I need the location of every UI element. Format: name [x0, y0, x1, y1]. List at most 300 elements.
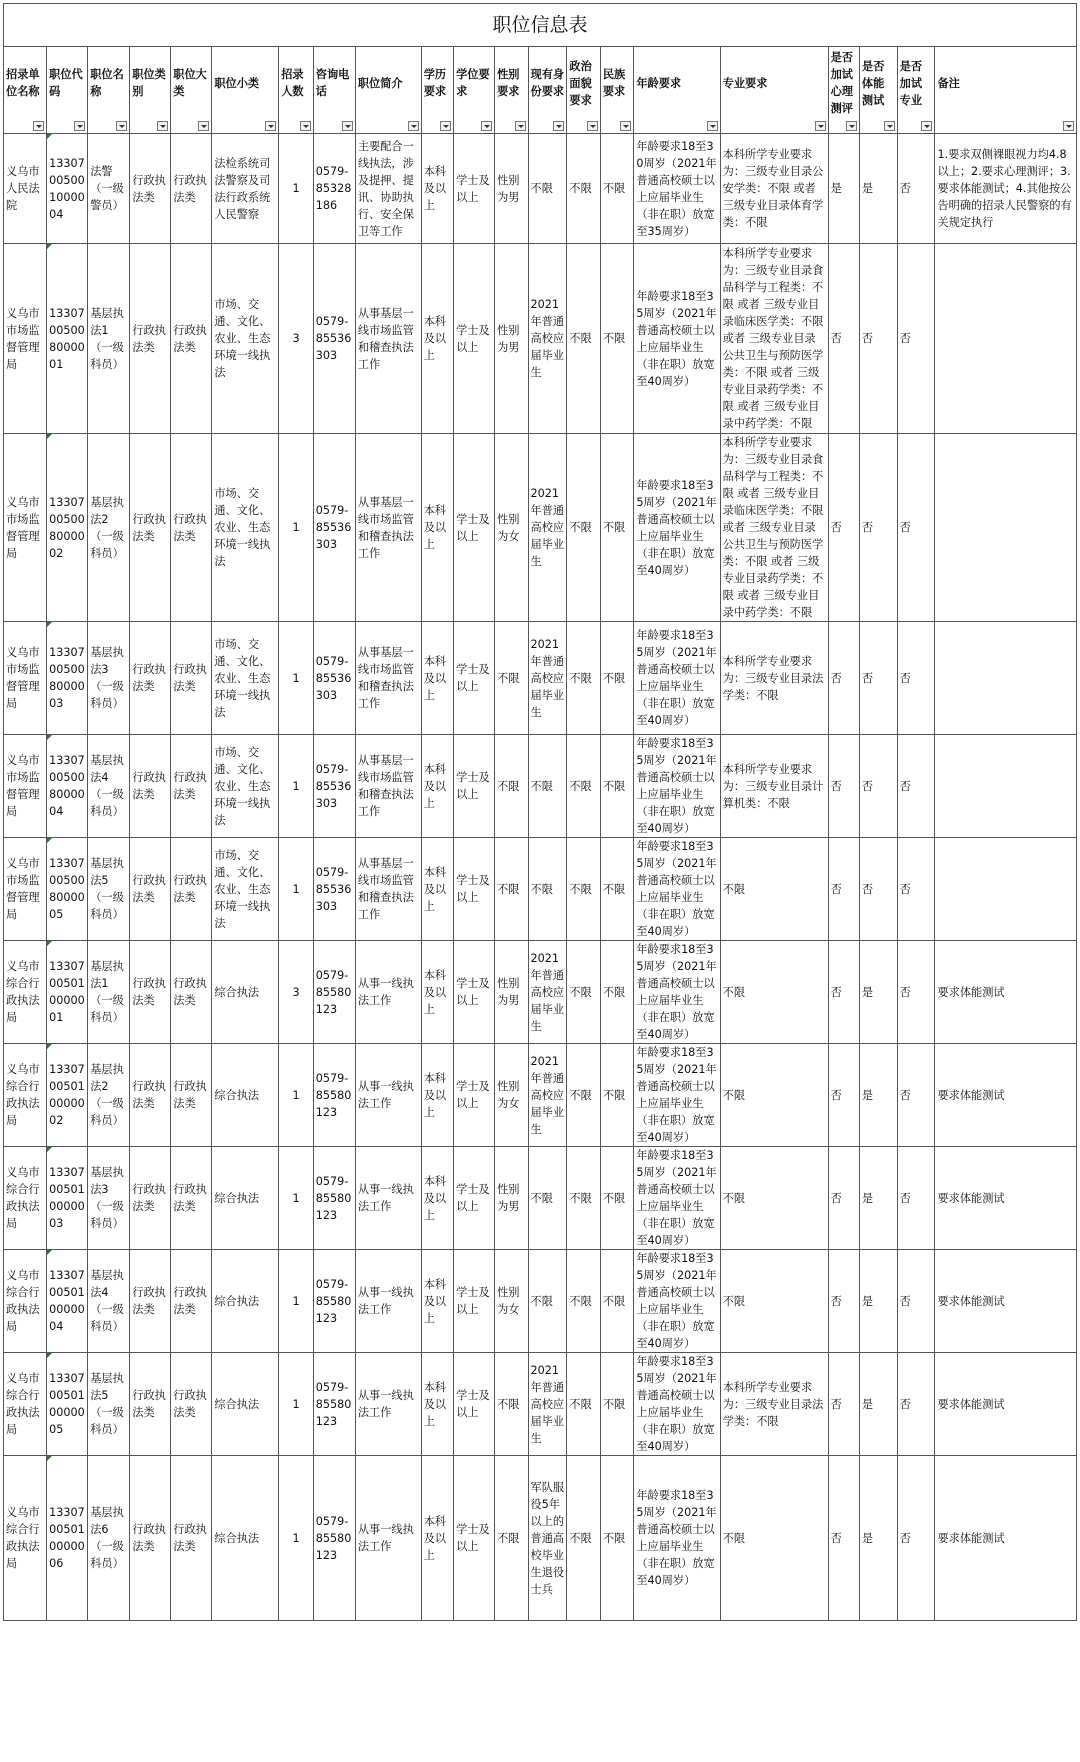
column-header-label: 是否加试专业 — [899, 59, 923, 107]
table-row — [4, 1250, 1077, 1353]
column-header — [171, 47, 212, 134]
filter-dropdown-icon[interactable] — [265, 121, 276, 131]
table-cell: 不限 — [567, 1353, 600, 1456]
table-cell: 学士及以上 — [454, 941, 495, 1044]
table-cell: 否 — [897, 1147, 935, 1250]
column-header-label: 招录人数 — [281, 68, 304, 98]
table-cell: 法警（一级警员） — [88, 134, 130, 244]
table-cell: 行政执法类 — [130, 134, 171, 244]
table-cell: 否 — [897, 434, 935, 622]
table-cell: 学士及以上 — [454, 134, 495, 244]
table-body — [4, 134, 1077, 1621]
table-cell: 军队服役5年以上的普通高校毕业生退役士兵 — [528, 1456, 567, 1621]
table-cell: 不限 — [600, 244, 633, 434]
table-cell: 1.要求双侧裸眼视力均4.8以上；2.要求心理测评；3.要求体能测试；4.其他按公告明确的招录人民警察的有关规定执行 — [935, 134, 1077, 244]
table-cell: 不限 — [495, 622, 528, 735]
table-cell: 0579-85536303 — [313, 622, 355, 735]
table-cell: 否 — [859, 622, 897, 735]
table-cell: 不限 — [567, 622, 600, 735]
column-header — [47, 47, 88, 134]
column-header — [495, 47, 528, 134]
table-cell: 义乌市市场监督管理局 — [4, 838, 47, 941]
table-cell: 本科及以上 — [421, 1250, 453, 1353]
table-cell: 行政执法类 — [171, 941, 212, 1044]
filter-dropdown-icon[interactable] — [300, 121, 311, 131]
table-cell: 性别为女 — [495, 434, 528, 622]
table-cell: 年龄要求18至35周岁（2021年普通高校硕士以上应届毕业生（非在职）放宽至40周岁） — [634, 735, 720, 838]
column-header — [4, 47, 47, 134]
table-cell: 年龄要求18至35周岁（2021年普通高校硕士以上应届毕业生（非在职）放宽至40周岁） — [634, 1250, 720, 1353]
table-cell: 要求体能测试 — [935, 1044, 1077, 1147]
table-cell: 行政执法类 — [130, 434, 171, 622]
table-cell: 性别为女 — [495, 1250, 528, 1353]
table-cell: 不限 — [600, 1353, 633, 1456]
column-header — [720, 47, 828, 134]
table-cell: 综合执法 — [212, 1044, 279, 1147]
column-header-label: 政治面貌要求 — [569, 59, 592, 107]
table-cell: 否 — [828, 1250, 859, 1353]
table-cell: 义乌市综合行政执法局 — [4, 1250, 47, 1353]
table-cell: 0579-85536303 — [313, 244, 355, 434]
table-cell: 不限 — [720, 838, 828, 941]
table-cell: 行政执法类 — [130, 622, 171, 735]
table-cell: 从事基层一线市场监管和稽查执法工作 — [355, 434, 421, 622]
table-cell: 本科所学专业要求为：三级专业目录法学类：不限 — [720, 622, 828, 735]
table-cell: 3 — [279, 941, 314, 1044]
table-cell: 13307005010000003 — [47, 1147, 88, 1250]
table-cell: 本科及以上 — [421, 1147, 453, 1250]
table-cell: 本科所学专业要求为：三级专业目录法学类：不限 — [720, 1353, 828, 1456]
filter-dropdown-icon[interactable] — [1063, 121, 1074, 131]
table-cell: 从事一线执法工作 — [355, 1147, 421, 1250]
table-cell: 0579-85580123 — [313, 1250, 355, 1353]
column-header — [212, 47, 279, 134]
table-row — [4, 1147, 1077, 1250]
column-header-label: 职位类别 — [132, 68, 166, 98]
table-cell: 学士及以上 — [454, 1250, 495, 1353]
table-cell: 不限 — [567, 1456, 600, 1621]
table-cell: 本科及以上 — [421, 735, 453, 838]
table-cell: 行政执法类 — [130, 1044, 171, 1147]
table-cell: 从事基层一线市场监管和稽查执法工作 — [355, 735, 421, 838]
table-cell: 13307005010000005 — [47, 1353, 88, 1456]
table-cell: 义乌市综合行政执法局 — [4, 1044, 47, 1147]
table-cell: 行政执法类 — [130, 1147, 171, 1250]
column-header — [935, 47, 1077, 134]
table-cell: 义乌市综合行政执法局 — [4, 1353, 47, 1456]
table-cell: 不限 — [600, 735, 633, 838]
table-cell: 本科及以上 — [421, 1044, 453, 1147]
table-cell: 市场、交通、文化、农业、生态环境一线执法 — [212, 244, 279, 434]
column-header-label: 专业要求 — [722, 76, 768, 90]
table-cell: 13307005010000006 — [47, 1456, 88, 1621]
table-cell: 义乌市市场监督管理局 — [4, 735, 47, 838]
table-cell: 不限 — [600, 1250, 633, 1353]
filter-dropdown-icon[interactable] — [620, 121, 631, 131]
table-row — [4, 134, 1077, 244]
table-cell: 2021年普通高校应届毕业生 — [528, 244, 567, 434]
table-cell: 基层执法3（一级科员） — [88, 1147, 130, 1250]
table-cell: 义乌市市场监督管理局 — [4, 622, 47, 735]
table-cell: 性别为男 — [495, 1147, 528, 1250]
table-cell: 3 — [279, 244, 314, 434]
table-cell: 不限 — [528, 134, 567, 244]
table-cell: 综合执法 — [212, 941, 279, 1044]
table-cell: 不限 — [567, 1147, 600, 1250]
column-header-label: 职位代码 — [49, 68, 83, 98]
table-cell: 否 — [828, 1456, 859, 1621]
table-cell: 否 — [828, 1353, 859, 1456]
table-cell: 基层执法1（一级科员） — [88, 244, 130, 434]
column-header-label: 性别要求 — [497, 68, 520, 98]
column-header-label: 咨询电话 — [315, 68, 350, 98]
table-cell: 从事一线执法工作 — [355, 1250, 421, 1353]
table-cell: 行政执法类 — [171, 434, 212, 622]
table-cell: 市场、交通、文化、农业、生态环境一线执法 — [212, 434, 279, 622]
table-cell: 行政执法类 — [171, 1456, 212, 1621]
table-cell: 不限 — [600, 838, 633, 941]
table-cell: 否 — [897, 941, 935, 1044]
filter-dropdown-icon[interactable] — [884, 121, 895, 131]
table-cell: 本科及以上 — [421, 134, 453, 244]
table-cell: 1 — [279, 134, 314, 244]
table-cell: 不限 — [528, 838, 567, 941]
table-cell — [935, 434, 1077, 622]
table-cell: 行政执法类 — [171, 1044, 212, 1147]
table-cell: 本科所学专业要求为：三级专业目录计算机类：不限 — [720, 735, 828, 838]
table-cell: 不限 — [600, 134, 633, 244]
table-cell: 否 — [859, 244, 897, 434]
table-cell: 行政执法类 — [130, 941, 171, 1044]
table-cell: 行政执法类 — [171, 1250, 212, 1353]
table-cell: 市场、交通、文化、农业、生态环境一线执法 — [212, 622, 279, 735]
table-cell: 基层执法4（一级科员） — [88, 1250, 130, 1353]
table-cell: 义乌市综合行政执法局 — [4, 1456, 47, 1621]
table-cell: 是 — [859, 1456, 897, 1621]
table-cell: 不限 — [720, 1044, 828, 1147]
table-cell: 行政执法类 — [130, 1250, 171, 1353]
table-cell: 学士及以上 — [454, 1044, 495, 1147]
table-cell: 13307005001000004 — [47, 134, 88, 244]
table-cell: 否 — [897, 1250, 935, 1353]
table-cell: 要求体能测试 — [935, 1250, 1077, 1353]
table-cell: 不限 — [495, 735, 528, 838]
table-cell: 13307005010000002 — [47, 1044, 88, 1147]
column-header-label: 现有身份要求 — [530, 68, 565, 98]
filter-dropdown-icon[interactable] — [157, 121, 168, 131]
column-header-label: 学历要求 — [423, 68, 447, 98]
table-cell: 0579-85580123 — [313, 941, 355, 1044]
filter-dropdown-icon[interactable] — [408, 121, 419, 131]
table-cell: 学士及以上 — [454, 1353, 495, 1456]
table-cell: 不限 — [600, 1456, 633, 1621]
table-cell: 不限 — [600, 941, 633, 1044]
table-cell: 行政执法类 — [171, 244, 212, 434]
table-cell: 2021年普通高校应届毕业生 — [528, 1353, 567, 1456]
table-cell: 学士及以上 — [454, 244, 495, 434]
table-cell: 本科所学专业要求为：三级专业目录食品科学与工程类：不限 或者 三级专业目录临床医学类：不限 或者 三级专业目录公共卫生与预防医学类：不限 或者 三级专业目录药学类：不限 或者 三级专业目录中药学类：不限 — [720, 434, 828, 622]
table-cell: 年龄要求18至35周岁（2021年普通高校硕士以上应届毕业生（非在职）放宽至40周岁） — [634, 434, 720, 622]
table-cell: 本科及以上 — [421, 941, 453, 1044]
table-cell: 行政执法类 — [171, 1147, 212, 1250]
table-cell: 2021年普通高校应届毕业生 — [528, 434, 567, 622]
filter-dropdown-icon[interactable] — [707, 121, 718, 131]
table-cell: 不限 — [567, 941, 600, 1044]
table-cell: 从事基层一线市场监管和稽查执法工作 — [355, 838, 421, 941]
column-header-label: 职位名称 — [90, 68, 124, 98]
table-cell: 13307005008000004 — [47, 735, 88, 838]
table-cell: 行政执法类 — [171, 134, 212, 244]
table-cell: 否 — [897, 838, 935, 941]
column-header-label: 招录单位名称 — [6, 68, 40, 98]
column-header — [279, 47, 314, 134]
table-cell: 基层执法5（一级科员） — [88, 1353, 130, 1456]
filter-dropdown-icon[interactable] — [921, 121, 932, 131]
table-cell: 1 — [279, 1456, 314, 1621]
table-cell: 2021年普通高校应届毕业生 — [528, 941, 567, 1044]
table-cell — [935, 244, 1077, 434]
filter-dropdown-icon[interactable] — [587, 121, 598, 131]
column-header — [528, 47, 567, 134]
table-cell: 行政执法类 — [130, 1456, 171, 1621]
filter-dropdown-icon[interactable] — [815, 121, 826, 131]
table-cell: 2021年普通高校应届毕业生 — [528, 622, 567, 735]
table-cell: 13307005010000001 — [47, 941, 88, 1044]
table-cell: 要求体能测试 — [935, 1456, 1077, 1621]
table-cell: 0579-85536303 — [313, 735, 355, 838]
column-header — [897, 47, 935, 134]
table-cell: 市场、交通、文化、农业、生态环境一线执法 — [212, 838, 279, 941]
table-cell: 不限 — [495, 1456, 528, 1621]
table-cell: 13307005008000003 — [47, 622, 88, 735]
filter-dropdown-icon[interactable] — [481, 121, 492, 131]
table-cell: 从事一线执法工作 — [355, 1353, 421, 1456]
table-cell: 年龄要求18至35周岁（2021年普通高校硕士以上应届毕业生（非在职）放宽至40周岁） — [634, 622, 720, 735]
table-cell: 不限 — [600, 1044, 633, 1147]
table-cell: 年龄要求18至35周岁（2021年普通高校硕士以上应届毕业生（非在职）放宽至40周岁） — [634, 1044, 720, 1147]
table-cell: 年龄要求18至30周岁（2021年普通高校硕士以上应届毕业生（非在职）放宽至35周岁） — [634, 134, 720, 244]
table-cell: 1 — [279, 1353, 314, 1456]
table-cell: 基层执法2（一级科员） — [88, 434, 130, 622]
filter-dropdown-icon[interactable] — [515, 121, 526, 131]
filter-dropdown-icon[interactable] — [74, 121, 85, 131]
column-header — [313, 47, 355, 134]
table-cell: 不限 — [567, 434, 600, 622]
table-cell — [935, 622, 1077, 735]
table-cell: 行政执法类 — [130, 1353, 171, 1456]
table-cell: 行政执法类 — [130, 244, 171, 434]
column-header — [567, 47, 600, 134]
table-cell — [935, 838, 1077, 941]
table-cell: 1 — [279, 735, 314, 838]
table-cell: 基层执法3（一级科员） — [88, 622, 130, 735]
table-cell: 不限 — [600, 1147, 633, 1250]
table-cell: 否 — [897, 1353, 935, 1456]
table-row — [4, 941, 1077, 1044]
table-cell: 年龄要求18至35周岁（2021年普通高校硕士以上应届毕业生（非在职）放宽至40周岁） — [634, 1456, 720, 1621]
table-cell: 不限 — [528, 1147, 567, 1250]
column-header — [859, 47, 897, 134]
table-cell: 2021年普通高校应届毕业生 — [528, 1044, 567, 1147]
table-cell: 行政执法类 — [171, 622, 212, 735]
table-cell: 13307005010000004 — [47, 1250, 88, 1353]
table-cell: 从事基层一线市场监管和稽查执法工作 — [355, 622, 421, 735]
table-cell: 13307005008000005 — [47, 838, 88, 941]
table-cell: 13307005008000002 — [47, 434, 88, 622]
table-cell: 0579-85580123 — [313, 1044, 355, 1147]
filter-dropdown-icon[interactable] — [553, 121, 564, 131]
table-cell: 学士及以上 — [454, 1147, 495, 1250]
table-cell: 否 — [828, 941, 859, 1044]
table-cell: 1 — [279, 434, 314, 622]
table-row — [4, 244, 1077, 434]
table-cell: 否 — [828, 1147, 859, 1250]
table-cell: 综合执法 — [212, 1456, 279, 1621]
table-cell: 市场、交通、文化、农业、生态环境一线执法 — [212, 735, 279, 838]
table-cell: 1 — [279, 1250, 314, 1353]
column-header-label: 职位小类 — [214, 76, 260, 90]
table-cell: 否 — [897, 244, 935, 434]
table-cell: 不限 — [600, 434, 633, 622]
table-cell: 是 — [859, 1044, 897, 1147]
table-cell: 学士及以上 — [454, 735, 495, 838]
table-row — [4, 735, 1077, 838]
table-cell: 不限 — [720, 941, 828, 1044]
table-cell: 不限 — [720, 1456, 828, 1621]
table-row — [4, 838, 1077, 941]
table-cell: 是 — [828, 134, 859, 244]
table-cell: 学士及以上 — [454, 1456, 495, 1621]
table-cell: 否 — [859, 838, 897, 941]
table-cell: 不限 — [567, 1250, 600, 1353]
column-header — [421, 47, 453, 134]
table-cell: 1 — [279, 1147, 314, 1250]
table-cell: 不限 — [567, 1044, 600, 1147]
column-header-label: 民族要求 — [602, 68, 626, 98]
table-cell: 义乌市综合行政执法局 — [4, 1147, 47, 1250]
table-cell — [935, 735, 1077, 838]
table-cell: 本科及以上 — [421, 622, 453, 735]
table-cell: 年龄要求18至35周岁（2021年普通高校硕士以上应届毕业生（非在职）放宽至40周岁） — [634, 1147, 720, 1250]
table-cell: 年龄要求18至35周岁（2021年普通高校硕士以上应届毕业生（非在职）放宽至40周岁） — [634, 941, 720, 1044]
table-cell: 法检系统司法警察及司法行政系统人民警察 — [212, 134, 279, 244]
column-header — [454, 47, 495, 134]
table-cell: 不限 — [600, 622, 633, 735]
table-cell: 从事一线执法工作 — [355, 1044, 421, 1147]
table-cell: 不限 — [567, 838, 600, 941]
table-cell: 是 — [859, 941, 897, 1044]
table-cell: 0579-85580123 — [313, 1353, 355, 1456]
table-cell: 不限 — [495, 838, 528, 941]
table-cell: 从事基层一线市场监管和稽查执法工作 — [355, 244, 421, 434]
table-cell: 性别为男 — [495, 941, 528, 1044]
table-cell: 学士及以上 — [454, 838, 495, 941]
filter-dropdown-icon[interactable] — [116, 121, 127, 131]
table-cell: 基层执法5（一级科员） — [88, 838, 130, 941]
table-cell: 综合执法 — [212, 1147, 279, 1250]
table-cell: 综合执法 — [212, 1353, 279, 1456]
table-cell: 本科及以上 — [421, 244, 453, 434]
table-cell: 否 — [828, 1044, 859, 1147]
table-cell: 义乌市市场监督管理局 — [4, 244, 47, 434]
table-cell: 基层执法6（一级科员） — [88, 1456, 130, 1621]
table-cell: 义乌市人民法院 — [4, 134, 47, 244]
table-cell: 综合执法 — [212, 1250, 279, 1353]
table-cell: 本科及以上 — [421, 434, 453, 622]
table-cell: 学士及以上 — [454, 434, 495, 622]
table-cell: 是 — [859, 134, 897, 244]
table-cell: 0579-85328186 — [313, 134, 355, 244]
table-cell: 性别为男 — [495, 134, 528, 244]
filter-dropdown-icon[interactable] — [198, 121, 209, 131]
table-cell: 0579-85536303 — [313, 838, 355, 941]
table-row — [4, 622, 1077, 735]
table-cell: 年龄要求18至35周岁（2021年普通高校硕士以上应届毕业生（非在职）放宽至40周岁） — [634, 244, 720, 434]
table-cell: 否 — [897, 1044, 935, 1147]
table-cell: 否 — [828, 434, 859, 622]
column-header-label: 职位大类 — [173, 68, 207, 98]
table-cell: 基层执法1（一级科员） — [88, 941, 130, 1044]
table-cell: 不限 — [567, 735, 600, 838]
column-header-label: 备注 — [937, 76, 960, 90]
table-cell: 是 — [859, 1250, 897, 1353]
filter-dropdown-icon[interactable] — [342, 121, 353, 131]
column-header — [600, 47, 633, 134]
table-cell: 否 — [828, 244, 859, 434]
column-header — [828, 47, 859, 134]
table-cell: 1 — [279, 838, 314, 941]
table-row — [4, 434, 1077, 622]
table-cell: 13307005008000001 — [47, 244, 88, 434]
table-cell: 1 — [279, 1044, 314, 1147]
column-header-label: 学位要求 — [456, 68, 490, 98]
filter-dropdown-icon[interactable] — [33, 121, 44, 131]
table-cell: 主要配合一线执法，涉及提押、提讯、协助执行、安全保卫等工作 — [355, 134, 421, 244]
job-info-sheet — [3, 3, 1077, 1621]
table-cell: 行政执法类 — [171, 1353, 212, 1456]
table-cell: 否 — [828, 838, 859, 941]
table-cell: 否 — [897, 1456, 935, 1621]
table-cell: 本科及以上 — [421, 838, 453, 941]
table-cell: 行政执法类 — [130, 735, 171, 838]
table-cell: 不限 — [720, 1147, 828, 1250]
table-cell: 年龄要求18至35周岁（2021年普通高校硕士以上应届毕业生（非在职）放宽至40周岁） — [634, 838, 720, 941]
table-cell: 否 — [828, 735, 859, 838]
table-cell: 本科及以上 — [421, 1456, 453, 1621]
table-cell: 从事一线执法工作 — [355, 941, 421, 1044]
table-cell: 义乌市综合行政执法局 — [4, 941, 47, 1044]
header-row — [4, 47, 1077, 134]
table-cell: 不限 — [528, 1250, 567, 1353]
column-header-label: 职位简介 — [357, 76, 403, 90]
table-cell: 是 — [859, 1353, 897, 1456]
filter-dropdown-icon[interactable] — [846, 121, 857, 131]
table-cell: 基层执法4（一级科员） — [88, 735, 130, 838]
table-cell: 性别为男 — [495, 244, 528, 434]
table-cell: 本科所学专业要求为：三级专业目录食品科学与工程类：不限 或者 三级专业目录临床医学类：不限 或者 三级专业目录公共卫生与预防医学类：不限 或者 三级专业目录药学类：不限 或者 三级专业目录中药学类：不限 — [720, 244, 828, 434]
column-header — [634, 47, 720, 134]
job-table — [3, 46, 1077, 1621]
column-header-label: 是否加试心理测评 — [830, 51, 853, 115]
filter-dropdown-icon[interactable] — [440, 121, 451, 131]
table-cell: 否 — [828, 622, 859, 735]
table-cell: 本科及以上 — [421, 1353, 453, 1456]
table-cell: 不限 — [567, 134, 600, 244]
table-cell: 行政执法类 — [171, 735, 212, 838]
table-cell: 不限 — [720, 1250, 828, 1353]
table-cell: 1 — [279, 622, 314, 735]
table-row — [4, 1044, 1077, 1147]
